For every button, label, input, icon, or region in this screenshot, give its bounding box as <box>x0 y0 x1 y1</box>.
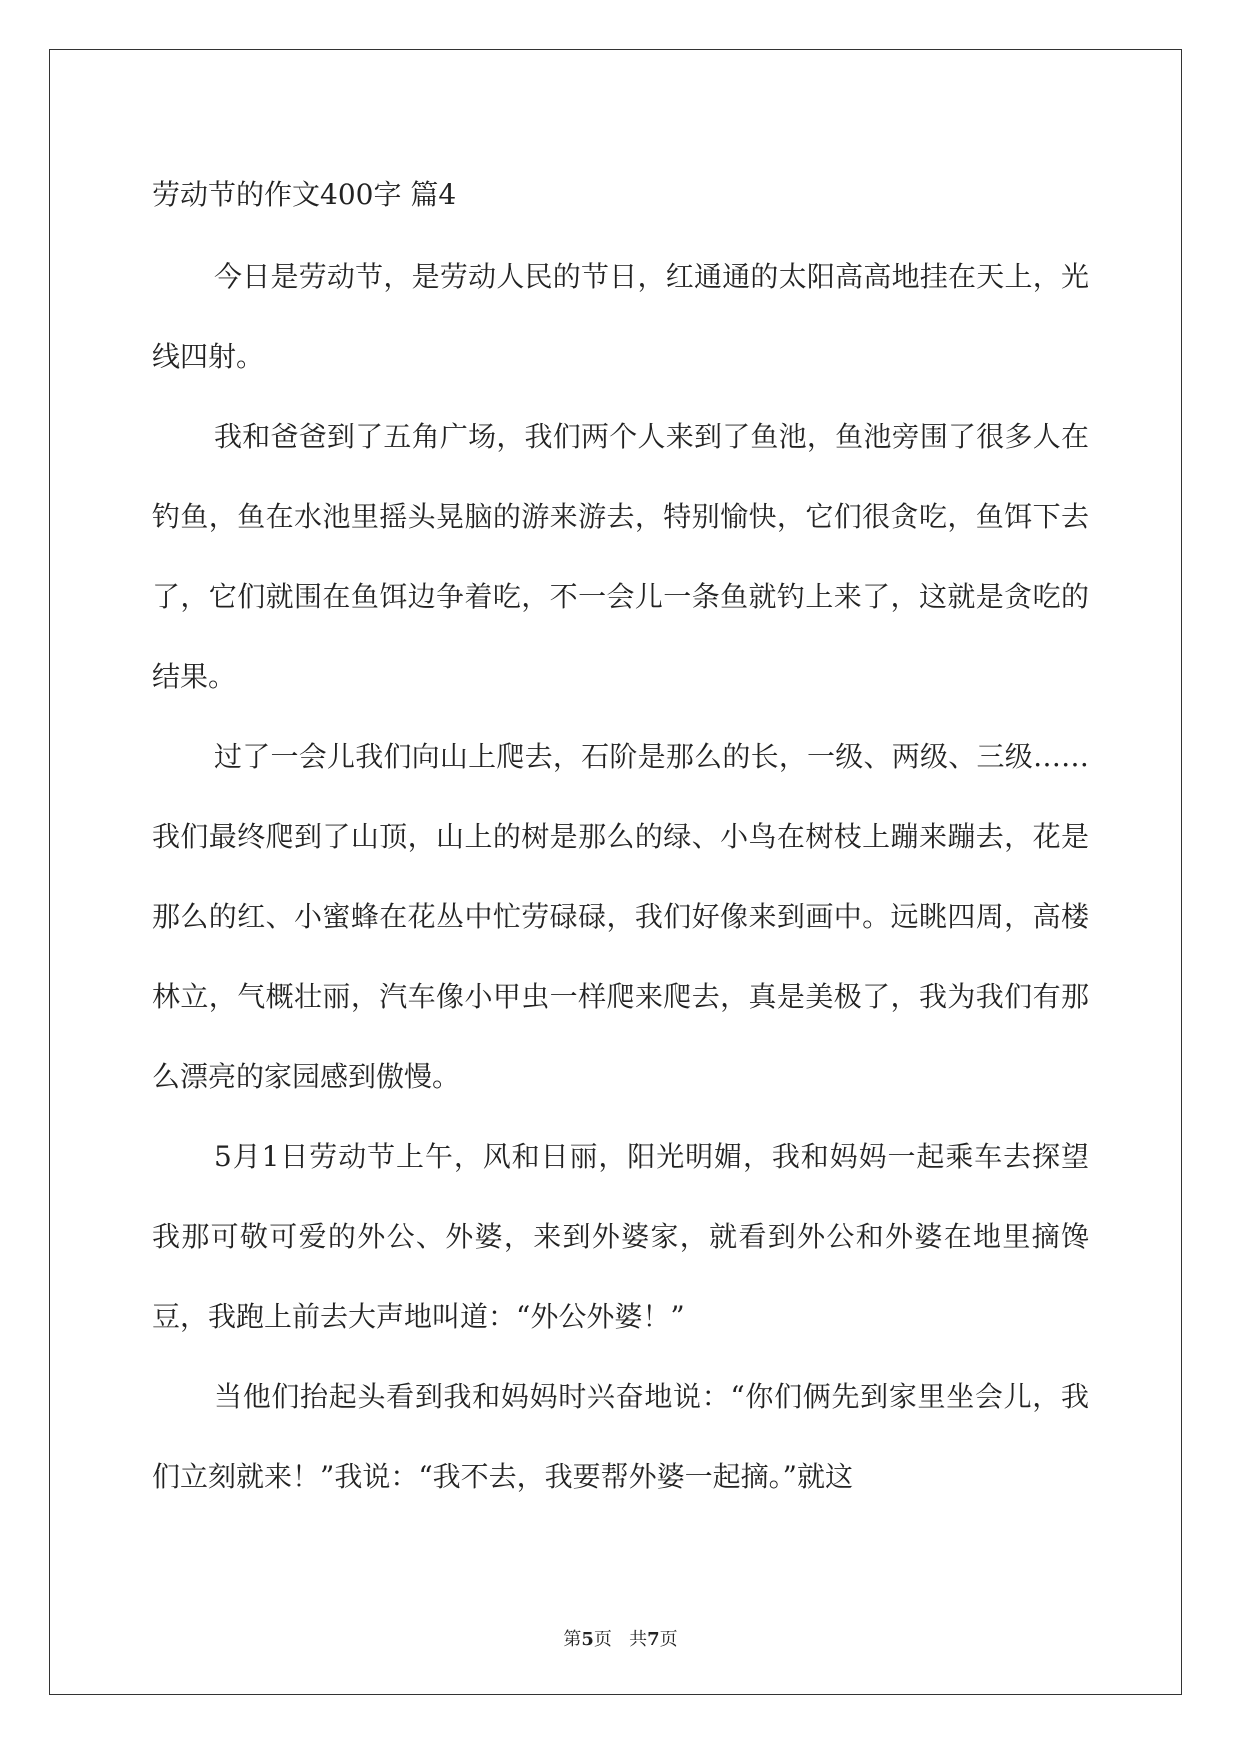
page-suffix: 页 <box>659 1629 678 1650</box>
page-number-footer <box>0 1625 1241 1651</box>
paragraph-5: 当他们抬起头看到我和妈妈时兴奋地说：“你们俩先到家里坐会儿，我们立刻就来！”我说：“我不去，我要帮外婆一起摘。”就这 <box>152 1380 1089 1493</box>
paragraph-1: 今日是劳动节，是劳动人民的节日，红通通的太阳高高地挂在天上，光线四射。 <box>152 260 1089 373</box>
page-mid: 页 共 <box>593 1629 648 1650</box>
total-page-number: 7 <box>647 1629 660 1650</box>
document-body <box>152 165 1089 1517</box>
paragraph-2: 我和爸爸到了五角广场，我们两个人来到了鱼池，鱼池旁围了很多人在钓鱼，鱼在水池里摇头晃脑的游来游去，特别愉快，它们很贪吃，鱼饵下去了，它们就围在鱼饵边争着吃，不一会儿一条鱼就钓上来了，这就是贪吃的结果。 <box>152 420 1089 693</box>
paragraph-4: 5月1日劳动节上午，风和日丽，阳光明媚，我和妈妈一起乘车去探望我那可敬可爱的外公、外婆，来到外婆家，就看到外公和外婆在地里摘馋豆，我跑上前去大声地叫道：“外公外婆！” <box>152 1140 1089 1333</box>
paragraph-3: 过了一会儿我们向山上爬去，石阶是那么的长，一级、两级、三级……我们最终爬到了山顶，山上的树是那么的绿、小鸟在树枝上蹦来蹦去，花是那么的红、小蜜蜂在花丛中忙劳碌碌，我们好像来到画中。远眺四周，高楼林立，气概壮丽，汽车像小甲虫一样爬来爬去，真是美极了，我为我们有那么漂亮的家园感到傲慢。 <box>152 740 1089 1093</box>
page-prefix: 第 <box>563 1629 582 1650</box>
current-page-number: 5 <box>581 1629 594 1650</box>
essay-title: 劳动节的作文400字 篇4 <box>152 178 457 211</box>
